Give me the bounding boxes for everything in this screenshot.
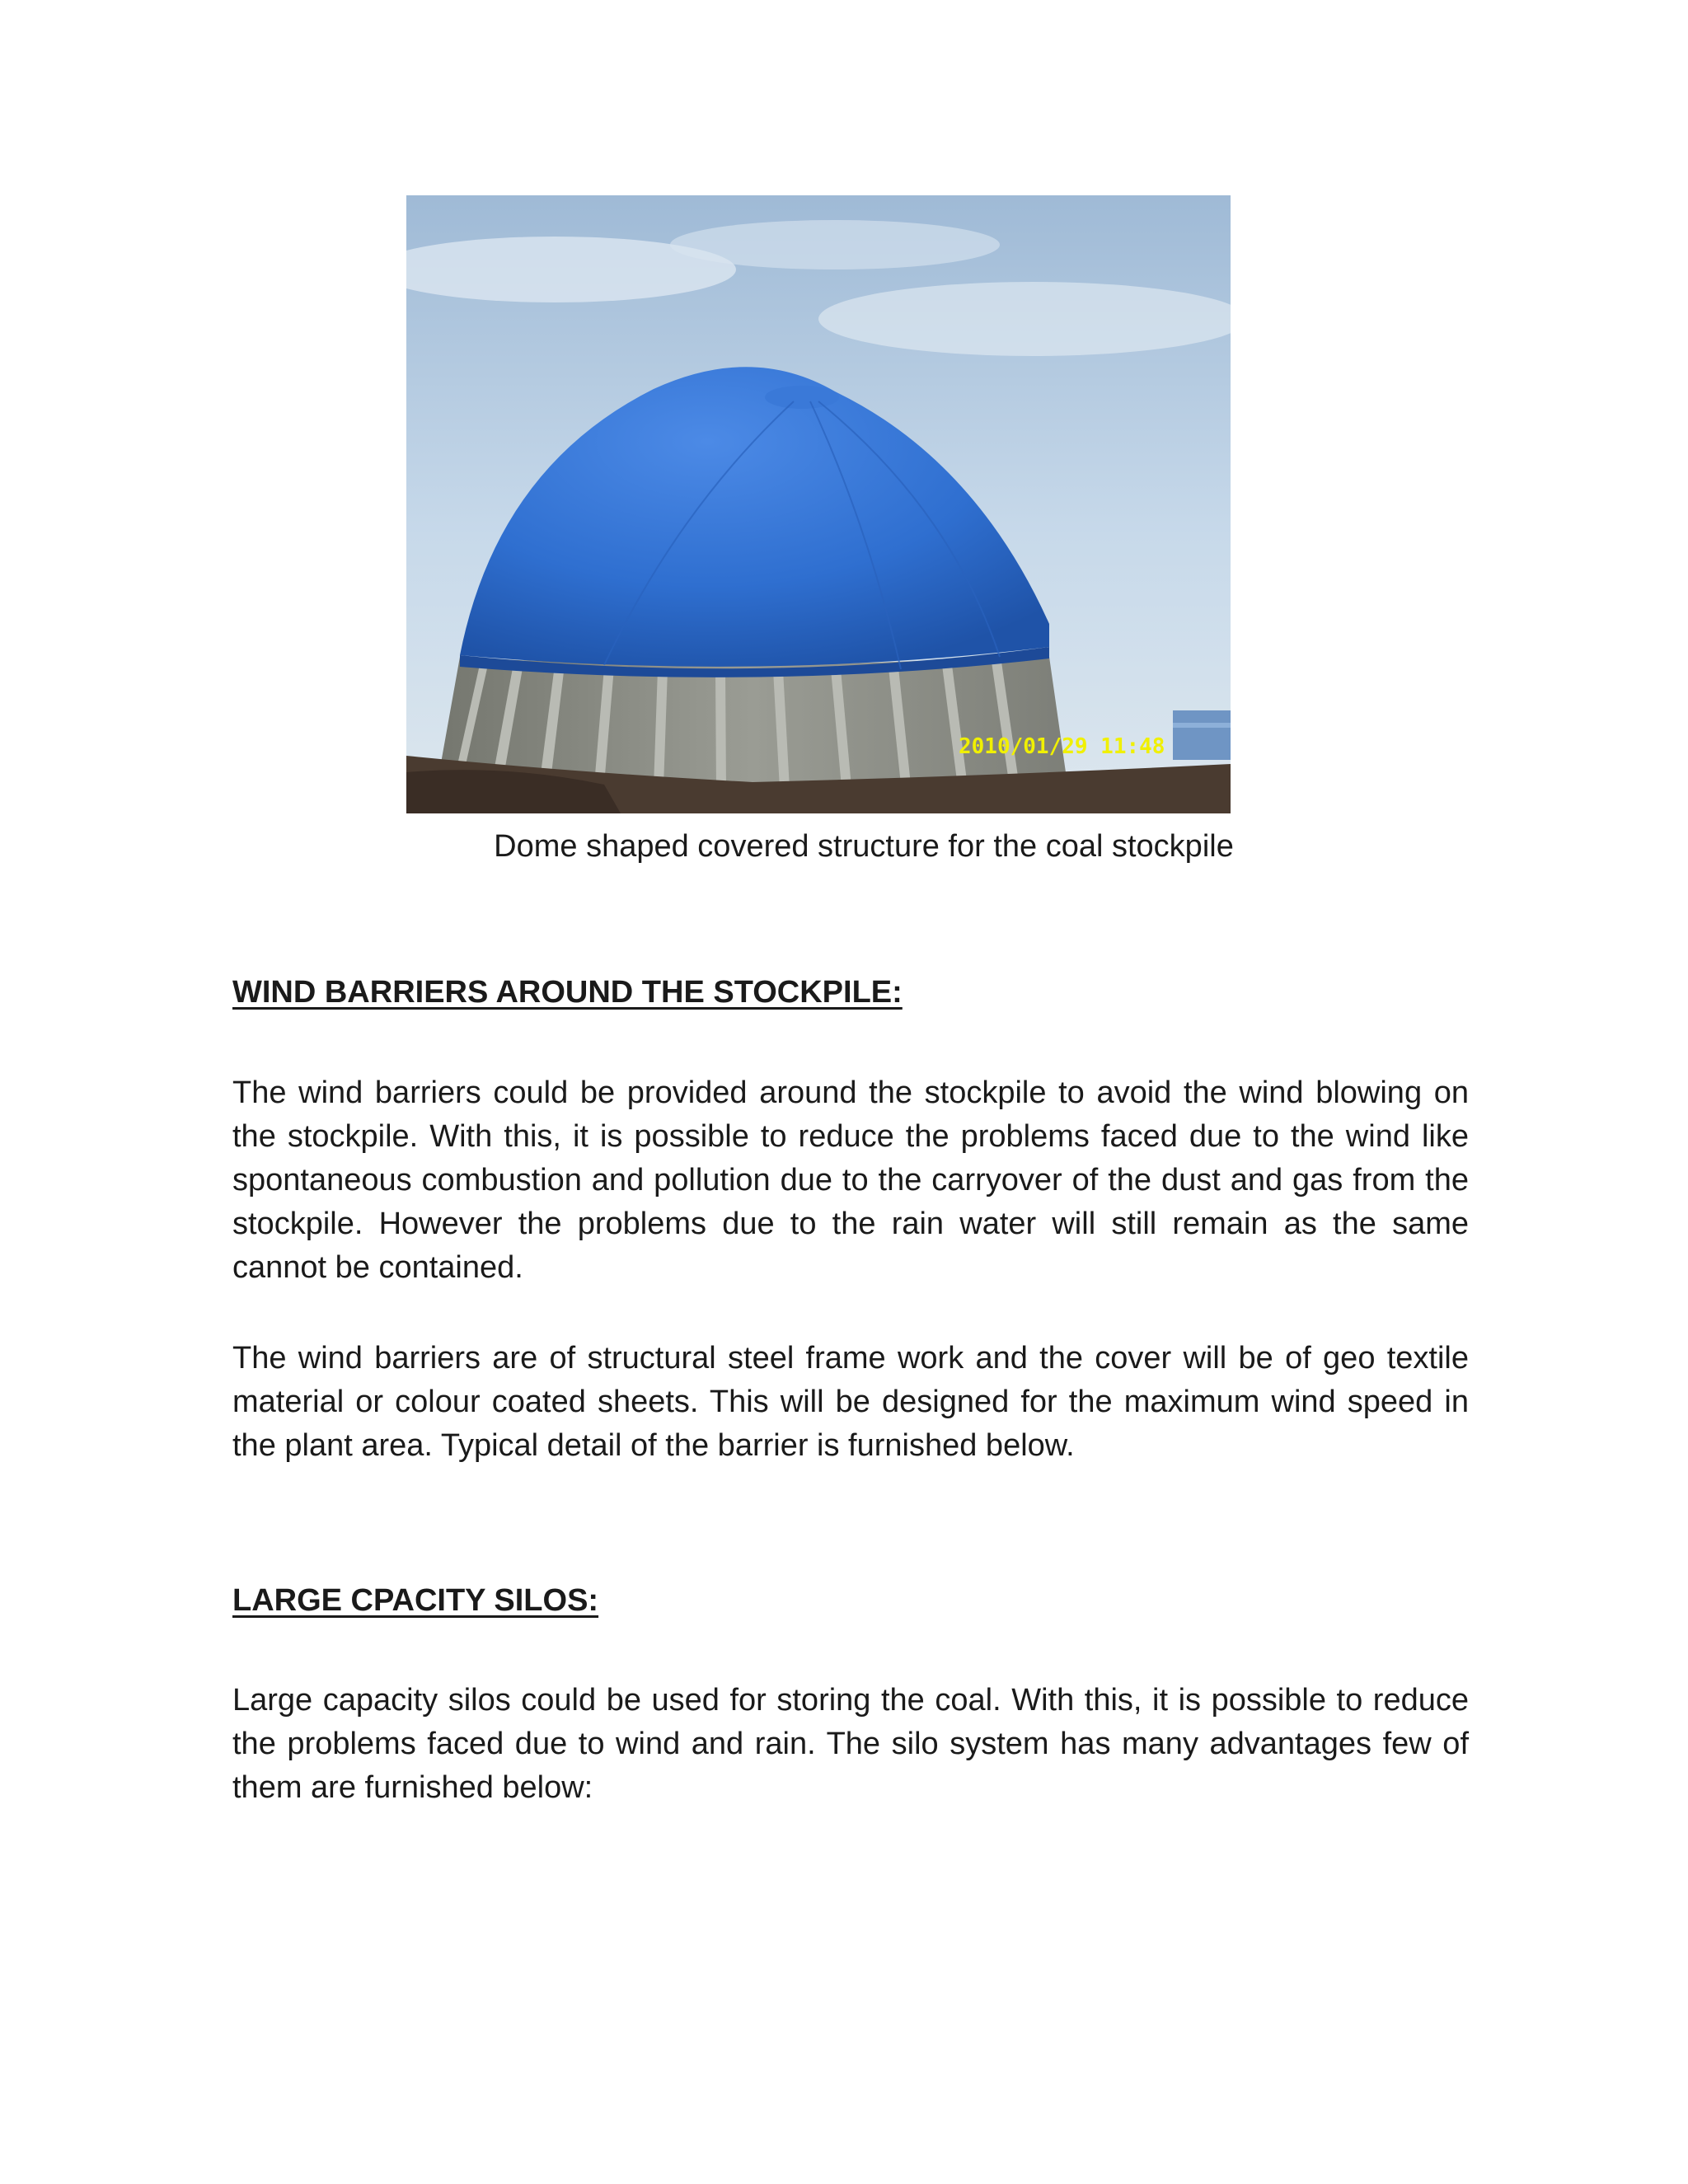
photo-timestamp: 2010/01/29 11:48 xyxy=(959,734,1165,759)
paragraph: The wind barriers could be provided around the stockpile to avoid the wind blowing on the stockpile. With this, it is possible to reduce the problems faced due to the wind like spontaneous combustion and pollution due to the carryover of the dust and gas from the stockpile. However the problems due to the rain water will still remain as the same cannot be contained. xyxy=(232,1076,1469,1285)
dome-photo xyxy=(406,195,1231,813)
figure-caption: Dome shaped covered structure for the coal stockpile xyxy=(494,829,1234,864)
section-heading-wind-barriers: WIND BARRIERS AROUND THE STOCKPILE: xyxy=(232,975,903,1010)
cloud xyxy=(670,220,1000,269)
dome-illustration xyxy=(406,195,1231,813)
paragraph: Large capacity silos could be used for storing the coal. With this, it is possible to reduce the problems faced due to wind and rain. The silo system has many advantages few of them are furnished below: xyxy=(232,1683,1469,1805)
distant-building xyxy=(1173,710,1231,760)
dome-cap xyxy=(765,386,839,409)
paragraph: The wind barriers are of structural steel frame work and the cover will be of geo textile material or colour coated sheets. This will be designed for the maximum wind speed in the plant area. Typical detail of the barrier is furnished below. xyxy=(232,1341,1469,1463)
section-heading-large-capacity-silos: LARGE CPACITY SILOS: xyxy=(232,1583,599,1618)
cloud xyxy=(818,282,1231,356)
